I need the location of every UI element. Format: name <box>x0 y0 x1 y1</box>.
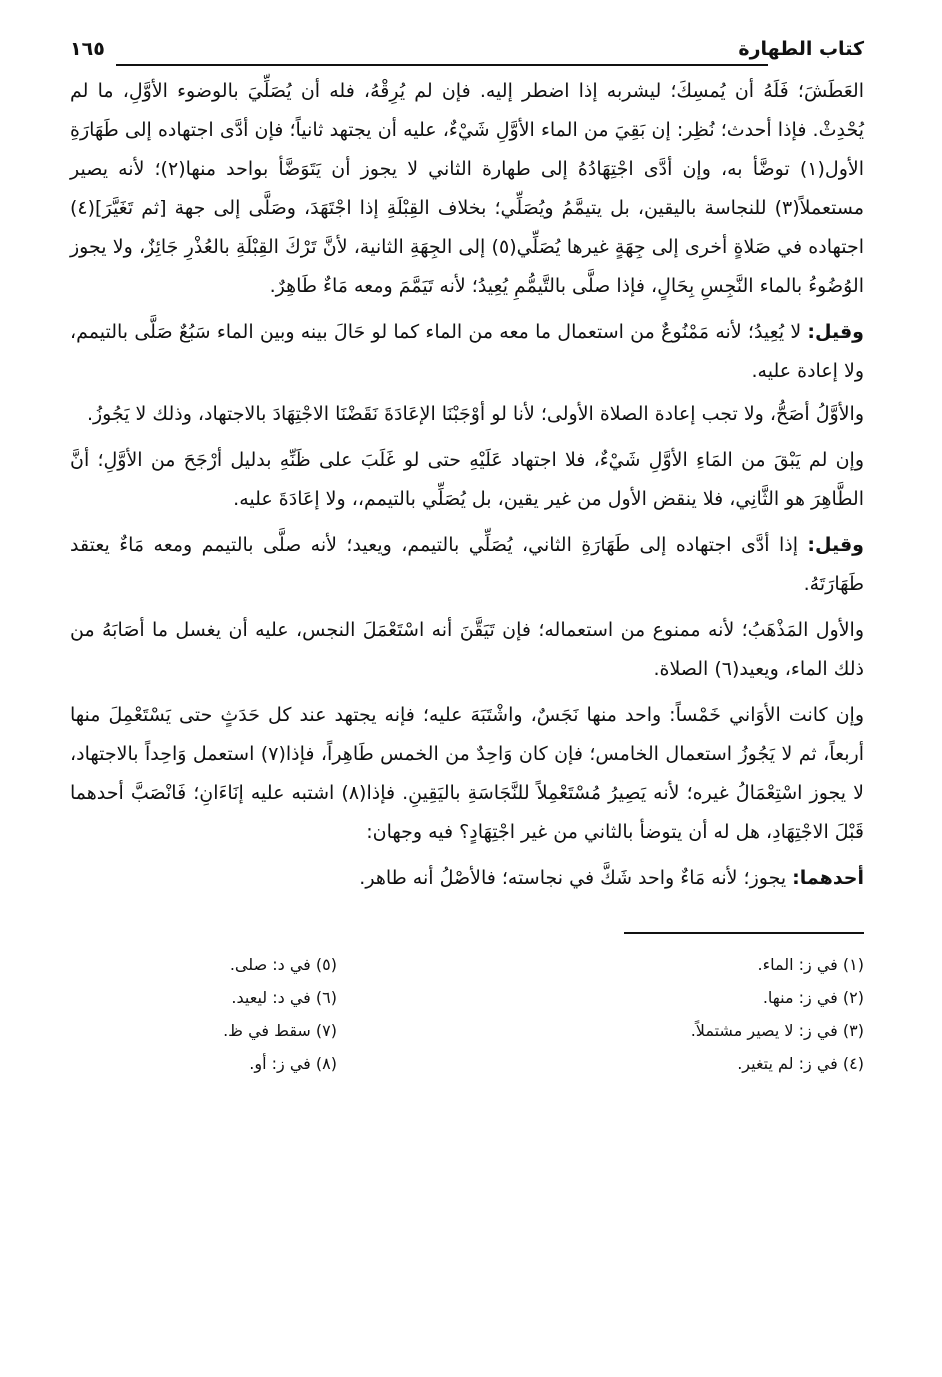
paragraph-text: لا يُعِيدُ؛ لأنه مَمْنُوعٌ من استعمال ما معه من الماء كما لو حَالَ بينه وبين الماء سَبُعٌ صَلَّى بالتيمم، ولا إعادة عليه. <box>70 321 864 382</box>
paragraph-4 <box>70 441 864 519</box>
footnotes <box>70 948 864 1080</box>
footnotes-column-left <box>70 948 467 1080</box>
footnote-item: (٢) في ز: منها. <box>762 988 864 1007</box>
paragraph-text: وإن لم يَبْقَ من المَاءِ الأوَّلِ شَيْءٌ، فلا اجتهاد عَلَيْهِ حتى لو غَلَبَ على ظَنِّهِ بدليل أرْجَحَ من الأوَّلِ؛ أنَّ الطَّاهِرَ هو الثَّانِي، فلا ينقض الأول من غير يقين، بل يُصَلِّي بالتيمم،، ولا إعَادَةَ عليه. <box>70 449 864 510</box>
footnote-item: (٨) في ز: أو. <box>249 1054 337 1073</box>
paragraph-lead: وقيل: <box>807 321 864 343</box>
final-line-lead: أحدهما: <box>792 867 864 889</box>
running-title: كتاب الطهارة <box>738 38 864 60</box>
book-page <box>70 38 864 1338</box>
page-number: ١٦٥ <box>70 38 105 60</box>
footnote-item: (٦) في د: ليعيد. <box>231 988 337 1007</box>
footnote-item: (٥) في د: صلى. <box>229 955 337 974</box>
paragraph-text: إذا أدَّى اجتهاده إلى طَهَارَةِ الثاني، يُصَلِّي بالتيمم، ويعيد؛ لأنه صلَّى بالتيمم ومعه مَاءٌ يعتقد طَهَارَتَهُ. <box>70 534 864 595</box>
paragraph-text: والأوَّلُ أصَحُّ، ولا تجب إعادة الصلاة الأولى؛ لأنا لو أوْجَبْنَا الإعَادَةَ نَقَضْنَا الاجْتِهَادَ بالاجتهاد، وذلك لا يَجُوزُ. <box>86 403 864 425</box>
footnote-item: (١) في ز: الماء. <box>757 955 864 974</box>
paragraph-2 <box>70 313 864 391</box>
paragraph-text: العَطَشَ؛ فَلَهُ أن يُمسِكَ؛ ليشربه إذا اضطر إليه. فإن لم يُرِقْهُ، فله أن يُصَلِّيَ بالوضوء الأوَّلِ، ما لم يُحْدِثْ. فإذا أحدث؛ نُظِر: إن بَقِيَ من الماء الأوَّلِ شَيْءٌ، عليه أن يجتهد ثانياً؛ فإن أدَّى اجتهاده إلى طَهَارَةِ الأول(١) توضَّأ به، وإن أدَّى اجْتِهَادُهُ إلى طهارة الثاني لا يجوز أن يَتَوَضَّأ بواحد منها(٢)؛ لأنه يصير مستعملاً(٣) للنجاسة باليقين، بل يتيمَّمُ ويُصَلِّي؛ بخلاف القِبْلَةِ إذا اجْتَهَدَ، وصَلَّى إلى جهة [ثم تَغَيَّرَ](٤) اجتهاده في صَلاةٍ أخرى إلى جِهَةٍ غيرها يُصَلِّي(٥) إلى الجِهَةِ الثانية، لأنَّ تَرْكَ القِبْلَةِ بالعُذْرِ جَائِزٌ، ولا يجوز الوُضُوءُ بالماء النَّجِسِ بِحَالٍ، فإذا صلَّى بالتَّيمُّمِ يُعِيدُ؛ لأنه تَيَمَّمَ ومعه مَاءٌ طَاهِرٌ. <box>70 80 865 297</box>
main-text <box>70 72 864 898</box>
final-line-text: يجوز؛ لأنه مَاءٌ واحد شَكَّ في نجاسته؛ فالأصْلُ أنه طاهر. <box>359 867 793 889</box>
footnotes-column-right <box>467 948 864 1080</box>
footnote-separator <box>624 932 864 934</box>
paragraph-text: وإن كانت الأوَاني خَمْساً: واحد منها نَجَسٌ، واشْتَبَهَ عليه؛ فإنه يجتهد عند كل حَدَثٍ حتى يَسْتَعْمِلَ منها أربعاً، ثم لا يَجُوزُ استعمال الخامس؛ فإن كان وَاحِدٌ من الخمس طَاهِراً، فإذا(٧) استعمل وَاحِداً بالاجتهاد، لا يجوز اسْتِعْمَالُ غيره؛ لأنه يَصِيرُ مُسْتَعْمِلاً للنَّجَاسَةِ باليَقِينِ. فإذا(٨) اشتبه عليه إنَاءَانِ؛ فَانْصَبَّ أحدهما قَبْلَ الاجْتِهَادِ، هل له أن يتوضأ بالثاني من غير اجْتِهَادٍ؟ فيه وجهان: <box>70 704 864 843</box>
paragraph-6 <box>70 611 864 689</box>
paragraph-7 <box>70 696 864 852</box>
final-line <box>70 859 864 898</box>
paragraph-1 <box>70 72 864 306</box>
footnote-item: (٣) في ز: لا يصير مشتملاً. <box>690 1021 864 1040</box>
paragraph-text: والأول المَذْهَبُ؛ لأنه ممنوع من استعماله؛ فإن تَيَقَّنَ أنه اسْتَعْمَلَ النجس، عليه أن يغسل ما أصَابَهُ من ذلك الماء، ويعيد(٦) الصلاة. <box>70 619 864 680</box>
paragraph-5 <box>70 526 864 604</box>
footnote-item: (٤) في ز: لم يتغير. <box>737 1054 864 1073</box>
header-rule <box>116 64 768 66</box>
page-header <box>70 38 864 72</box>
paragraph-lead: وقيل: <box>807 534 864 556</box>
footnote-item: (٧) سقط في ظ. <box>223 1021 337 1040</box>
paragraph-3 <box>70 395 864 434</box>
